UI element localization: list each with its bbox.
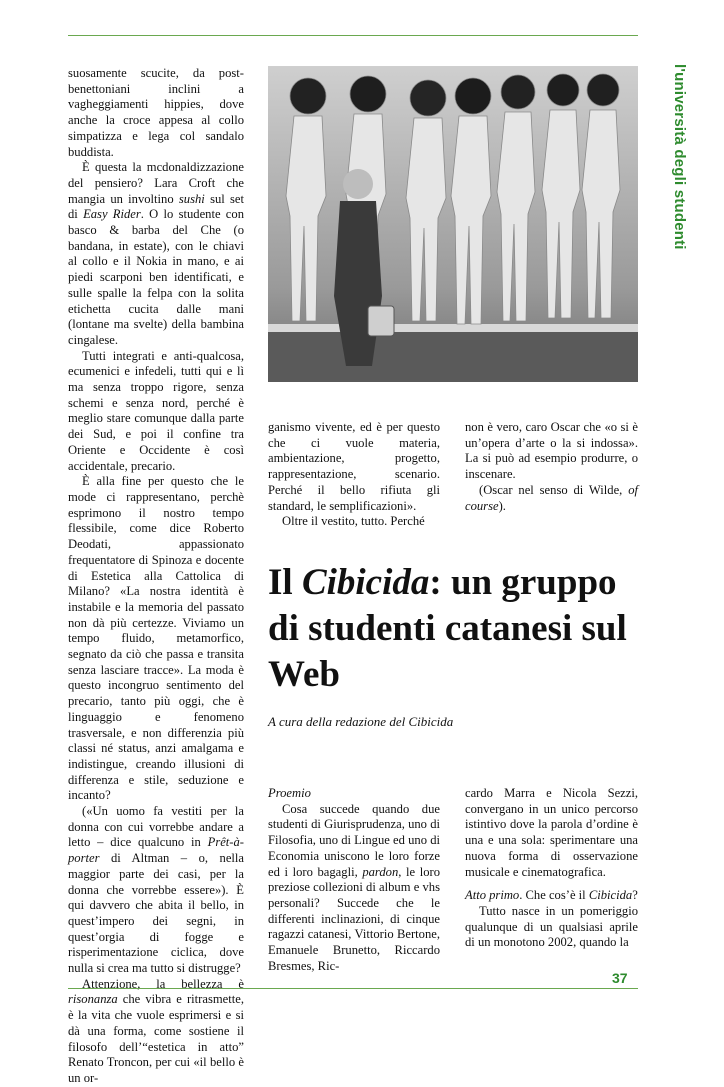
mannequins-photo [268, 66, 638, 382]
middle2-paragraph-1: non è vero, caro Oscar che «o si è un’opera d’arte o la si indossa». La si può ad esempio produrre, o inscenare. [465, 420, 638, 482]
middle2-paragraph-2: (Oscar nel senso di Wilde, of course). [465, 482, 638, 513]
left-paragraph-2: È questa la mcdonaldizzazione del pensiero? Lara Croft che mangia un involtino sushi sul set di Easy Rider. O lo studente con basco & barba del Che (o bandana, in estate), con le chiavi al collo e il Nokia in mano, e ai piedi scarponi ben identificati, e sulle spalle la felpa con la solita etichetta cucita dalle mani (lontane ma svelte) della bambina cingalese. [68, 160, 245, 347]
left-paragraph-1: suosamente scucite, da post-benettoniani inclini a vagheggiamenti hippies, dove anche la croce appesa al collo simpatizza e lega col sandalo buddista. [68, 66, 244, 159]
bottom2-paragraph-1: cardo Marra e Nicola Sezzi, convergano in un unico percorso istintivo dove la parola d’ordine è una e una sola: sperimentare una nuova forma di osservazione musicale e cinematografica. [465, 786, 638, 879]
article-title: Il Cibicida: un gruppo di studenti catanesi sul Web [268, 562, 627, 695]
page-number: 37 [612, 970, 628, 986]
bottom-rule [68, 988, 638, 989]
left-paragraph-6: Attenzione, la bellezza è risonanza che vibra e ritrasmette, è la vita che vuole esprimersi e si dà una forma, come sostiene il filosofo dell’“estetica in atto” Renato Troncon, per cui «il bello è un or- [68, 976, 244, 1085]
middle-column-1 [268, 420, 440, 530]
bottom-column-2 [465, 786, 638, 951]
section-heading-atto-primo: Atto primo. Che cos’è il Cibicida? [465, 888, 638, 903]
section-heading-proemio: Proemio [268, 786, 311, 800]
left-paragraph-3: Tutti integrati e anti-qualcosa, ecumenici e infedeli, tutti qui e lì ma senza troppo rigore, senza schemi e senza nord, perché è meglio stare comunque dalla parte dei Sud, e poi il confine tra Oriente e Occidente è così accidentale, precario. [68, 348, 244, 473]
middle-column-2 [465, 420, 638, 514]
bottom-paragraph-1: Cosa succede quando due studenti di Giurisprudenza, uno di Filosofia, uno di Lingue ed uno di Economia uniscono le loro forze ed i loro bagagli, pardon, le loro preziose collezioni di album e vhs personali? Succede che le differenti inclinazioni, di cinque ragazzi catanesi, Vittorio Bertone, Emanuele Brunetto, Riccardo Bresmes, Ric- [268, 801, 440, 973]
left-paragraph-4: È alla fine per questo che le mode ci rappresentano, perchè esprimono il nostro tempo flessibile, come dice Roberto Deodati, appassionato frequentatore di Spinoza e docente di Estetica alla Cattolica di Milano? «La nostra identità è instabile e la memoria del passato non dà più certezze. Viviamo un tempo fluido, metamorfico, segnato da ciò che passa e transita senza lasciare tracce». La moda è questo incongruo sentimento del precario, tanto più oggi, che è linguaggio e fenomeno trasversale, e non differenzia più classi né status, anzi amalgama e indistingue, creando illusioni di differenza e stile, seduzione e incanto? [68, 474, 244, 803]
bottom-column-1 [268, 786, 440, 974]
middle-paragraph-1: ganismo vivente, ed è per questo che ci vuole materia, ambientazione, progetto, rappresentazione, scenario. Perché il bello rifiuta gli standard, le semplificazioni». [268, 420, 440, 513]
bottom2-paragraph-2: Tutto nasce in un pomeriggio qualunque di un qualsiasi aprile di un monotono 2002, quando la [465, 903, 638, 950]
top-rule [68, 35, 638, 36]
section-label: l'università degli studenti [671, 64, 688, 250]
left-column [68, 66, 244, 1087]
article-byline: A cura della redazione del Cibicida [268, 714, 454, 729]
middle-paragraph-2: Oltre il vestito, tutto. Perché [282, 514, 425, 529]
left-paragraph-5: («Un uomo fa vestiti per la donna con cui vorrebbe andare a letto – dice qualcuno in Prêt-à-porter di Altman – o, nella maggior parte dei casi, per la donna che vorrebbe essere»). È qui davvero che abita il bello, in quest’impero dei segni, in quest’orgia di fogge e risperimentazione ciclica, dove nulla si crea ma tutto si distrugge? [68, 804, 244, 976]
